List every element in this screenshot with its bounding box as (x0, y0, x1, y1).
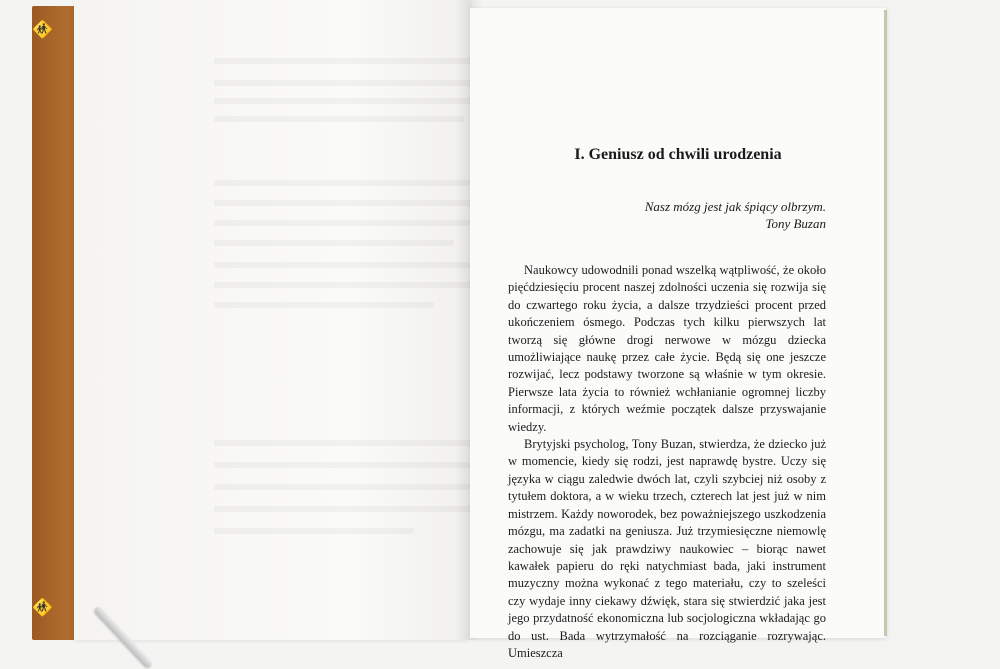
show-through-text (214, 528, 414, 534)
page-edge (884, 10, 887, 636)
show-through-text (214, 58, 474, 64)
show-through-text (214, 240, 454, 246)
paragraph: Brytyjski psycholog, Tony Buzan, stwierdza, że dziecko już w momencie, kiedy się rodzi, jest naprawdę bystre. Uczy się języka w ciągu zaledwie dwóch lat, czyli szybciej niż osoby z tytułem doktora, a w wieku trzech, czterech lat jest już w nim mistrzem. Każdy noworodek, bez poważniejszego uszkodzenia mózgu, ma zadatki na geniusza. Już trzymiesięczne niemowlę zachowuje się jak prawdziwy naukowiec – biorąc nawet kawałek papieru do ręki natychmiast bada, jaki instrument muzyczny można wykonać z tego materiału, czy to szeleści czy wydaje inny ciekawy dźwięk, stara się stwierdzić jaka jest jego przydatność ekonomiczna lub socjologiczna wkładając go do ust. Bada wytrzymałość na rozciąganie rozrywając. Umieszcza (508, 437, 826, 660)
motto-author: Tony Buzan (765, 216, 826, 231)
chapter-title: I. Geniusz od chwili urodzenia (574, 146, 782, 163)
children-figures-icon: 🚸 (32, 20, 52, 39)
motto-quote: Nasz mózg jest jak śpiący olbrzym. (644, 199, 826, 214)
chapter-body (508, 262, 826, 662)
motto (645, 198, 826, 232)
show-through-text (214, 116, 464, 122)
left-page-blank (74, 0, 470, 640)
show-through-text (214, 484, 484, 490)
right-page (470, 8, 886, 660)
children-figures-icon: 🚸 (32, 598, 52, 617)
paragraph: Naukowcy udowodnili ponad wszelką wątpliwość, że około pięćdziesięciu procent naszej zdolności uczenia się rozwija się do czwartego roku życia, a dalsze trzydzieści procent przed ukończeniem ósmego. Podczas tych kilku pierwszych lat tworzą się główne drogi nerwowe w mózgu dziecka umożliwiające naukę przez całe życie. Będą się one jeszcze rozwijać, lecz podstawy tworzone są właśnie w tym okresie. Pierwsze lata życia to również wchłanianie ogromnej liczby informacji, z których weźmie początek dalsze przyswajanie wiedzy. (508, 263, 826, 434)
show-through-text (214, 302, 434, 308)
